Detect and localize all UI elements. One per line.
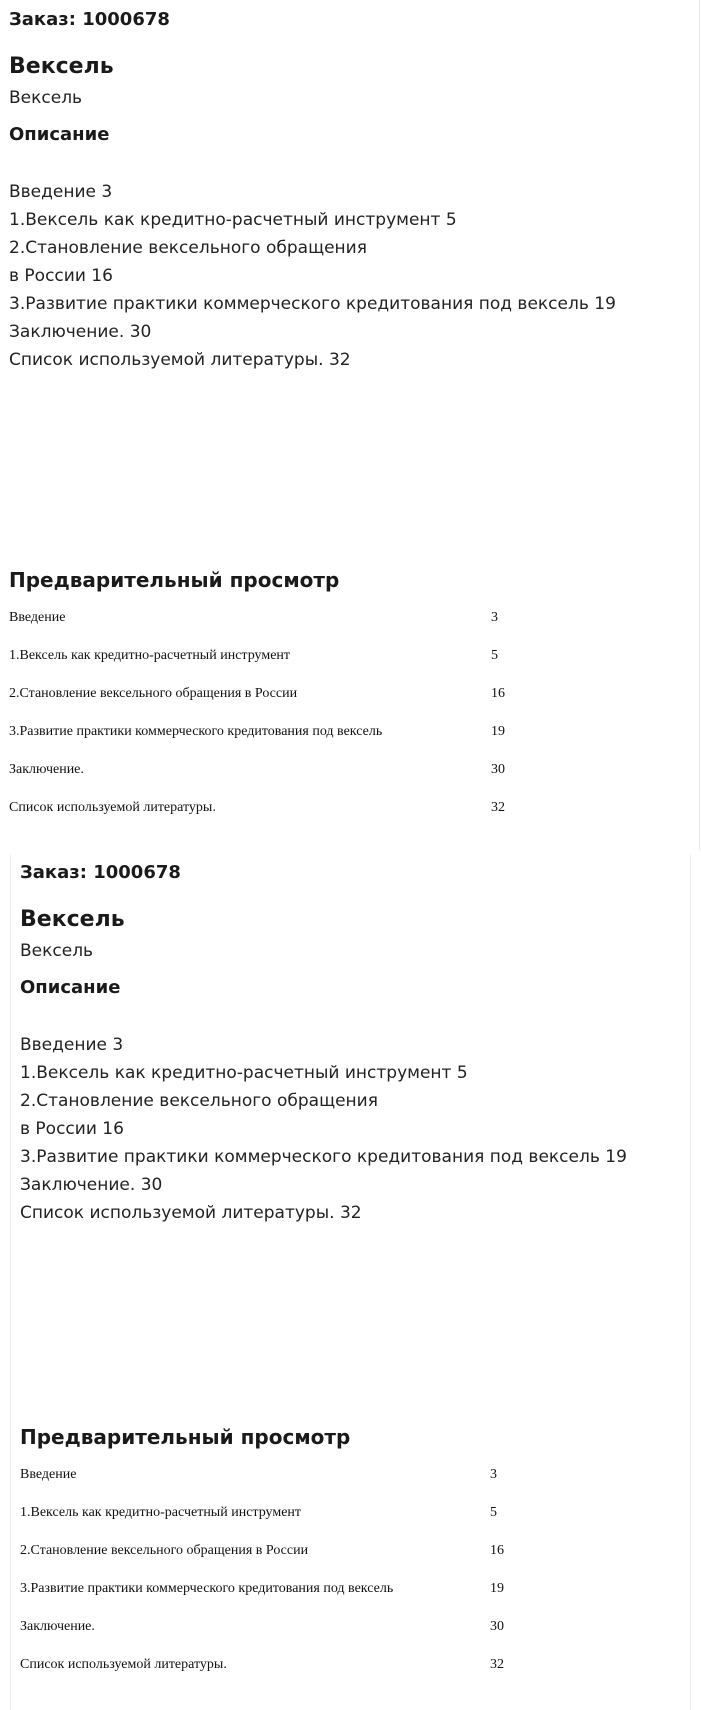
preview-row [20,1533,681,1571]
preview-row [9,752,690,790]
description-text [9,178,690,374]
preview-row [9,714,690,752]
preview-row [20,1457,681,1495]
description-line: в России 16 [9,266,113,286]
preview-row [9,600,690,638]
work-title: Вексель [9,54,114,79]
preview-row-title: Заключение. [20,1619,95,1634]
description-line: 2.Становление вексельного обращения [20,1091,378,1111]
preview-row-page: 5 [490,1505,497,1520]
description-line: 2.Становление вексельного обращения [9,238,367,258]
preview-row [9,676,690,714]
description-line: Список используемой литературы. 32 [9,350,351,370]
preview-row-page: 30 [490,1619,504,1634]
preview-row-title: 3.Развитие практики коммерческого кредитования под вексель [9,724,383,739]
preview-row-page: 19 [490,1581,504,1596]
preview-row [20,1571,681,1609]
preview-row-title: 3.Развитие практики коммерческого кредитования под вексель [20,1581,394,1596]
work-subtitle: Вексель [20,941,94,961]
description-heading: Описание [20,977,121,998]
preview-row-title: Список используемой литературы. [9,800,216,815]
preview-row-title: Заключение. [9,762,84,777]
description-line: Введение 3 [20,1035,124,1055]
description-heading: Описание [9,124,110,145]
preview-toc [20,1457,681,1685]
preview-row-title: 1.Вексель как кредитно-расчетный инструмент [20,1505,302,1520]
preview-row-title: 2.Становление вексельного обращения в России [9,686,298,701]
work-subtitle: Вексель [9,88,83,108]
preview-row-page: 5 [491,648,498,663]
order-card [10,855,691,1710]
description-line: Список используемой литературы. 32 [20,1203,362,1223]
preview-row-title: Введение [9,610,66,625]
order-card [0,0,700,850]
work-title: Вексель [20,907,125,932]
preview-row-page: 32 [491,800,505,815]
preview-toc [9,600,690,828]
description-line: 3.Развитие практики коммерческого кредитования под вексель 19 [9,294,616,314]
preview-row-title: Введение [20,1467,77,1482]
description-line: Заключение. 30 [9,322,152,342]
preview-heading: Предварительный просмотр [9,568,340,592]
preview-row-page: 3 [491,610,498,625]
preview-row [9,638,690,676]
description-line: в России 16 [20,1119,124,1139]
preview-heading: Предварительный просмотр [20,1425,351,1449]
preview-row [9,790,690,828]
description-line: 3.Развитие практики коммерческого кредитования под вексель 19 [20,1147,627,1167]
preview-row-title: Список используемой литературы. [20,1657,227,1672]
description-line: 1.Вексель как кредитно-расчетный инструмент 5 [20,1063,468,1083]
description-text [20,1031,681,1227]
preview-row-page: 16 [490,1543,504,1558]
preview-row [20,1495,681,1533]
order-number: Заказ: 1000678 [9,9,170,30]
preview-row-page: 32 [490,1657,504,1672]
description-line: 1.Вексель как кредитно-расчетный инструмент 5 [9,210,457,230]
description-line: Введение 3 [9,182,113,202]
preview-row-page: 3 [490,1467,497,1482]
description-line: Заключение. 30 [20,1175,163,1195]
preview-row-page: 16 [491,686,505,701]
preview-row [20,1609,681,1647]
preview-row [20,1647,681,1685]
preview-row-title: 2.Становление вексельного обращения в России [20,1543,309,1558]
preview-row-title: 1.Вексель как кредитно-расчетный инструмент [9,648,291,663]
preview-row-page: 30 [491,762,505,777]
order-number: Заказ: 1000678 [20,862,181,883]
preview-row-page: 19 [491,724,505,739]
